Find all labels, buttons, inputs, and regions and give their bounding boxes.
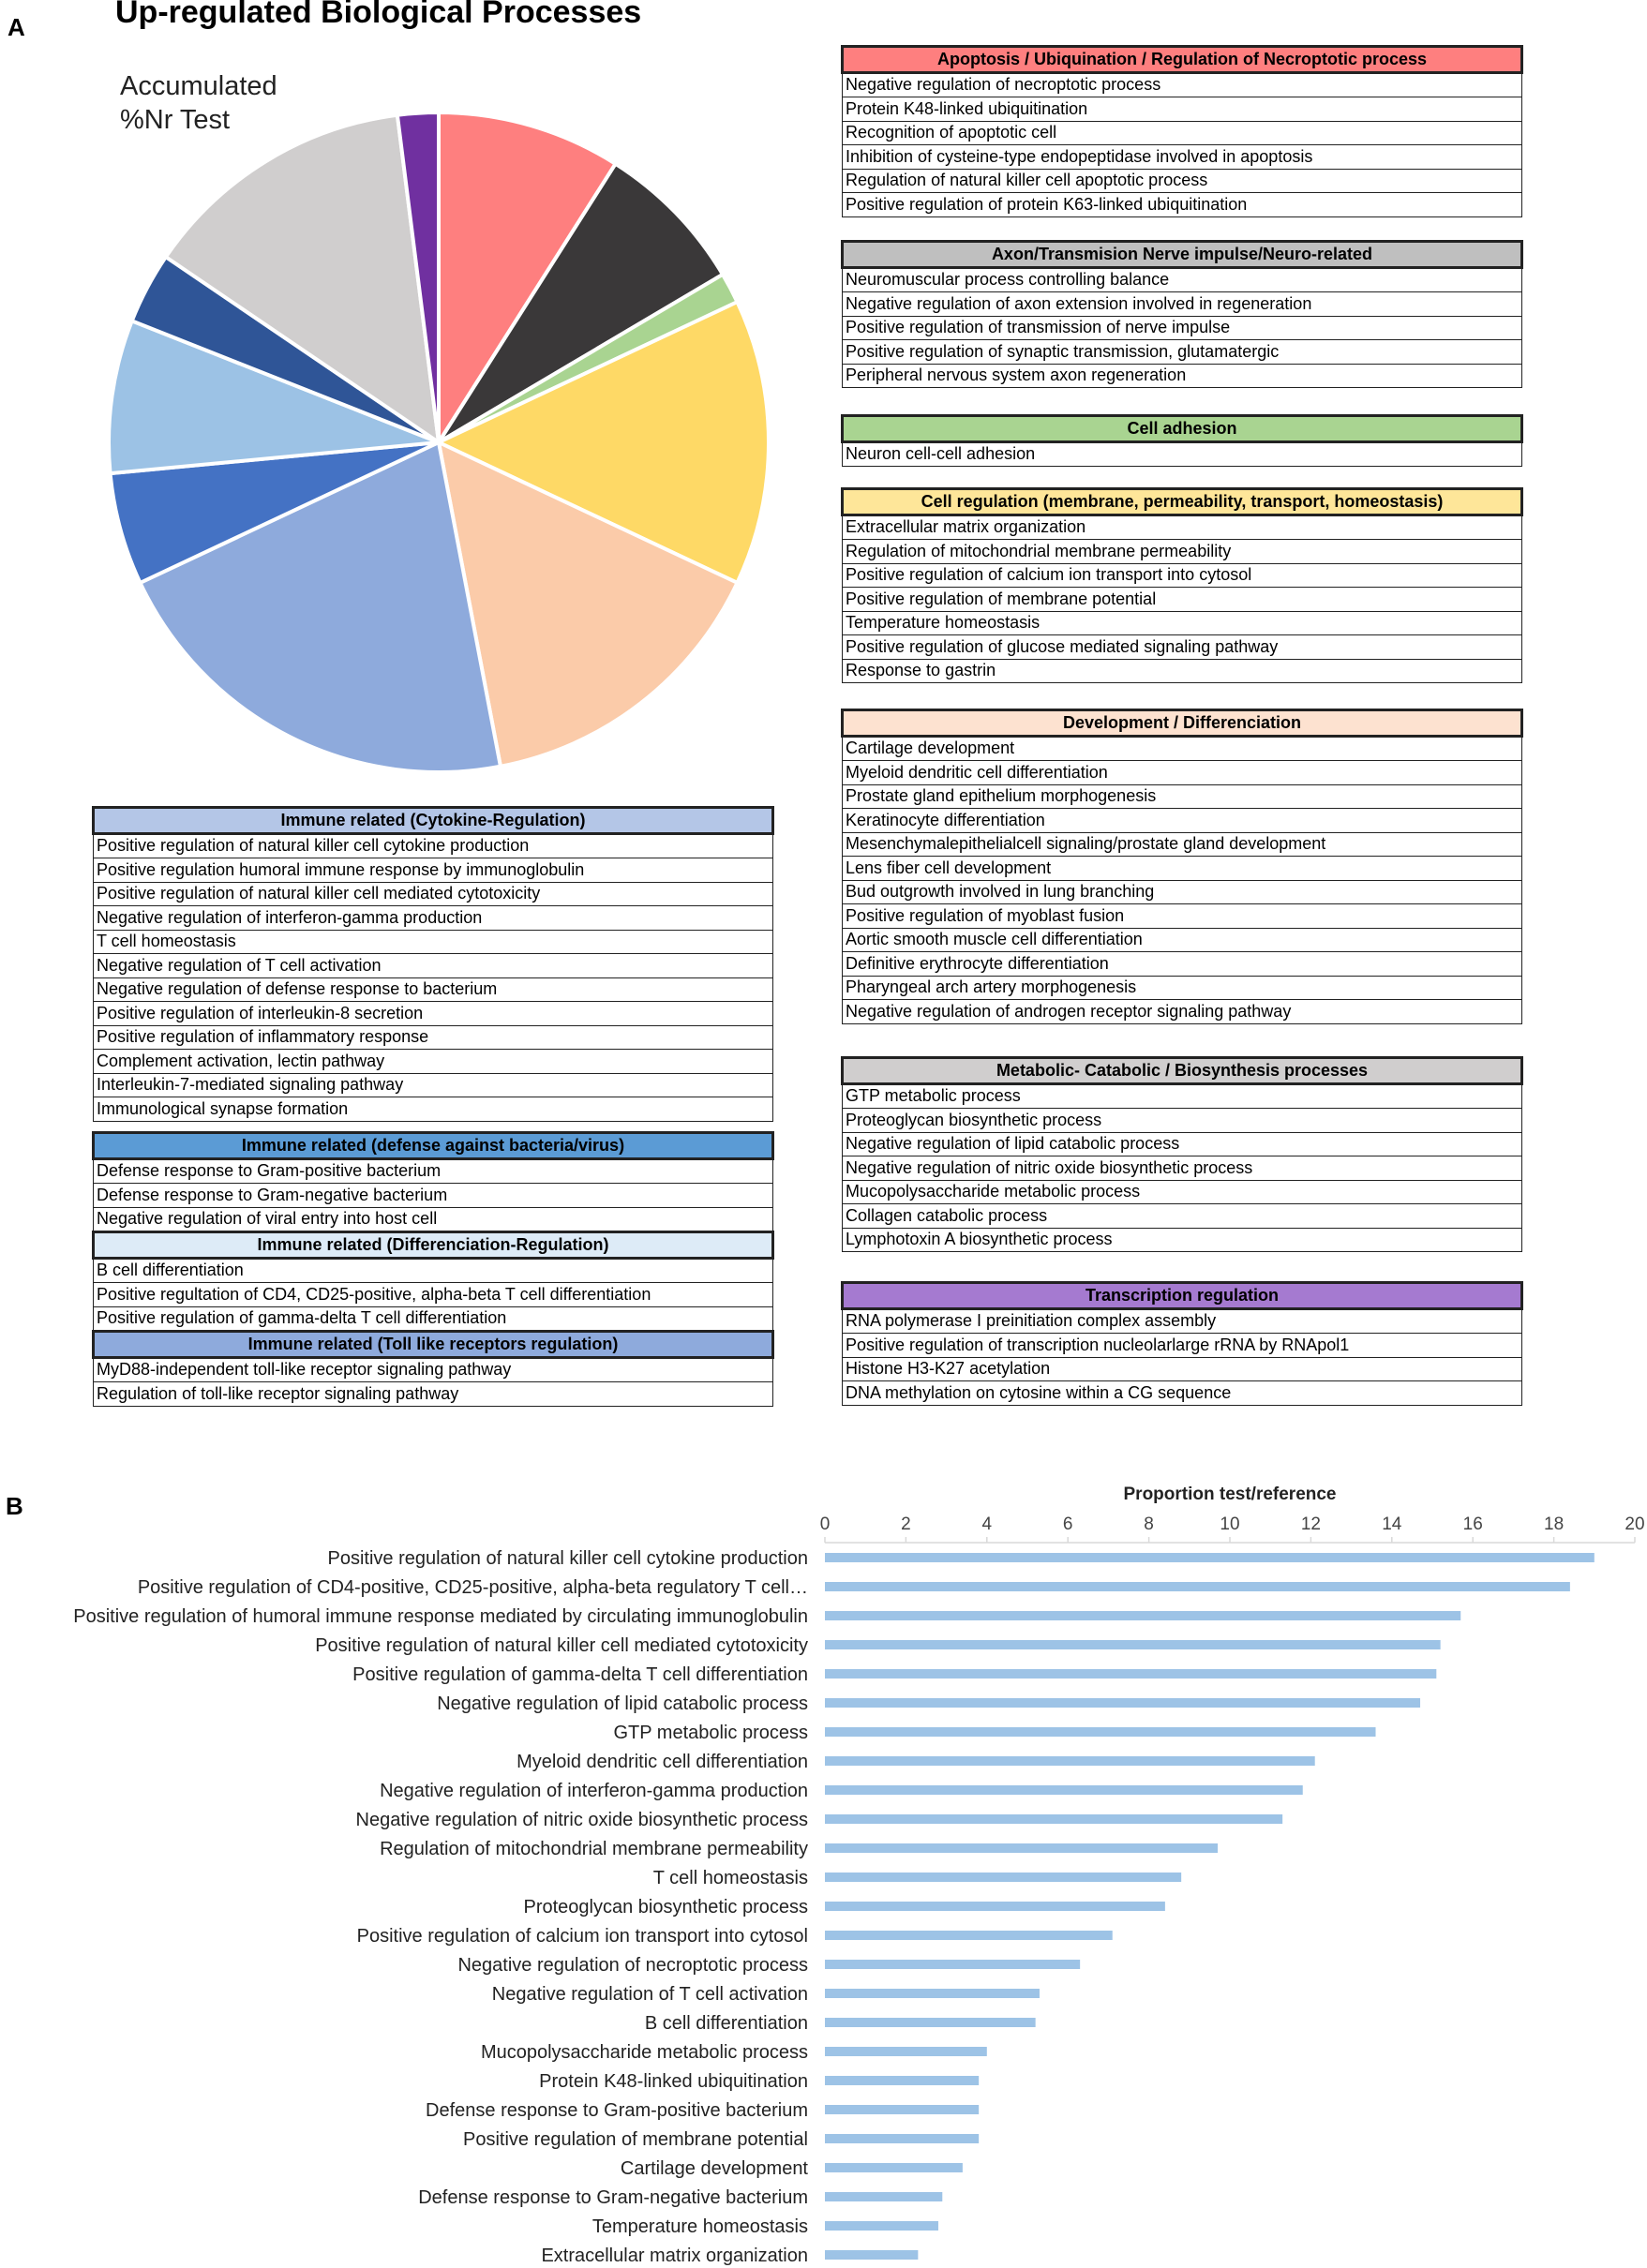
table-row <box>843 1334 1522 1358</box>
table-row <box>843 928 1522 952</box>
table-row <box>843 761 1522 785</box>
table-row <box>843 540 1522 564</box>
table-row <box>94 1050 773 1074</box>
table-row <box>843 880 1522 904</box>
bar-category-label-7: Myeloid dendritic cell differentiation <box>517 1752 808 1772</box>
table-row <box>843 72 1522 97</box>
left-table-2 <box>92 1231 774 1331</box>
table-row <box>94 1258 773 1283</box>
table-row <box>843 97 1522 122</box>
table-row <box>843 169 1522 193</box>
left-table-3 <box>92 1330 774 1407</box>
bar-category-label-10: Regulation of mitochondrial membrane permeability <box>380 1839 808 1859</box>
table-row <box>843 145 1522 170</box>
table-cell: Mesenchymalepithelialcell signaling/prostate gland development <box>843 832 1522 857</box>
bar-category-label-5: Negative regulation of lipid catabolic process <box>437 1694 808 1714</box>
right-table-5 <box>841 1056 1523 1252</box>
pie-label-line1: Accumulated <box>120 71 277 101</box>
table-cell: Positive regulation humoral immune response by immunoglobulin <box>94 858 773 883</box>
bar-tick-label-10: 20 <box>1625 1514 1645 1534</box>
bar-8 <box>825 1785 1303 1795</box>
table-row <box>843 1180 1522 1204</box>
table-row <box>843 563 1522 588</box>
bar-11 <box>825 1873 1181 1882</box>
table-cell: Negative regulation of interferon-gamma production <box>94 906 773 931</box>
right-table-header: Metabolic- Catabolic / Biosynthesis processes <box>843 1058 1522 1084</box>
table-row <box>94 977 773 1002</box>
table-row <box>94 1002 773 1026</box>
bar-category-label-0: Positive regulation of natural killer cell cytokine production <box>327 1548 808 1569</box>
left-table-0 <box>92 806 774 1122</box>
table-row <box>843 635 1522 660</box>
table-cell: Cartilage development <box>843 736 1522 761</box>
table-cell: Keratinocyte differentiation <box>843 809 1522 833</box>
table-cell: DNA methylation on cytosine within a CG sequence <box>843 1381 1522 1406</box>
table-row <box>843 515 1522 540</box>
table-row <box>843 1132 1522 1156</box>
table-row <box>843 340 1522 365</box>
bar-16 <box>825 2018 1036 2027</box>
table-row <box>843 832 1522 857</box>
table-row <box>843 952 1522 977</box>
bar-15 <box>825 1989 1040 1998</box>
table-cell: Prostate gland epithelium morphogenesis <box>843 784 1522 809</box>
bar-category-label-15: Negative regulation of T cell activation <box>491 1984 808 2005</box>
table-cell: Defense response to Gram-negative bacterium <box>94 1184 773 1208</box>
bar-category-label-17: Mucopolysaccharide metabolic process <box>480 2042 808 2063</box>
right-table-header: Axon/Transmision Nerve impulse/Neuro-related <box>843 242 1522 268</box>
table-row <box>843 1381 1522 1406</box>
right-table-1 <box>841 240 1523 388</box>
left-table-header: Immune related (defense against bacteria/virus) <box>94 1133 773 1159</box>
table-row <box>94 1207 773 1231</box>
table-cell: Histone H3-K27 acetylation <box>843 1357 1522 1381</box>
table-cell: Positive regulation of natural killer cell mediated cytotoxicity <box>94 882 773 906</box>
table-cell: Positive regultation of CD4, CD25-positive, alpha-beta T cell differentiation <box>94 1283 773 1307</box>
bar-category-label-23: Temperature homeostasis <box>591 2216 808 2237</box>
bar-chart <box>0 1471 1647 2268</box>
bar-21 <box>825 2163 963 2172</box>
table-cell: Positive regulation of calcium ion transport into cytosol <box>843 563 1522 588</box>
bar-24 <box>825 2250 918 2260</box>
table-cell: Positive regulation of myoblast fusion <box>843 904 1522 929</box>
table-cell: Interleukin-7-mediated signaling pathway <box>94 1073 773 1097</box>
table-cell: T cell homeostasis <box>94 930 773 954</box>
table-cell: Temperature homeostasis <box>843 611 1522 635</box>
bar-18 <box>825 2076 979 2085</box>
bar-tick-label-4: 8 <box>1144 1514 1154 1534</box>
table-cell: GTP metabolic process <box>843 1083 1522 1109</box>
table-row <box>94 833 773 858</box>
bar-tick-label-7: 14 <box>1382 1514 1402 1534</box>
bar-category-label-16: B cell differentiation <box>644 2013 808 2034</box>
right-table-header: Cell adhesion <box>843 416 1522 442</box>
table-cell: Positive regulation of gamma-delta T cell differentiation <box>94 1306 773 1331</box>
table-row <box>94 1025 773 1050</box>
right-table-header: Cell regulation (membrane, permeability, transport, homeostasis) <box>843 489 1522 515</box>
table-cell: Mucopolysaccharide metabolic process <box>843 1180 1522 1204</box>
bar-category-label-3: Positive regulation of natural killer cell mediated cytotoxicity <box>315 1635 808 1656</box>
table-row <box>843 1083 1522 1109</box>
bar-4 <box>825 1669 1436 1679</box>
bar-5 <box>825 1698 1420 1708</box>
table-row <box>94 954 773 978</box>
bar-7 <box>825 1756 1315 1766</box>
table-cell: Aortic smooth muscle cell differentiation <box>843 928 1522 952</box>
bar-category-label-2: Positive regulation of humoral immune response mediated by circulating immunoglobulin <box>73 1606 808 1627</box>
table-cell: Positive regulation of transcription nucleolarlarge rRNA by RNApol1 <box>843 1334 1522 1358</box>
table-row <box>843 809 1522 833</box>
table-row <box>843 1357 1522 1381</box>
bar-17 <box>825 2047 987 2056</box>
right-table-header: Transcription regulation <box>843 1283 1522 1309</box>
table-row <box>843 193 1522 217</box>
table-cell: Inhibition of cysteine-type endopeptidase involved in apoptosis <box>843 145 1522 170</box>
bar-category-label-12: Proteoglycan biosynthetic process <box>523 1897 808 1917</box>
table-row <box>94 1357 773 1382</box>
table-row <box>843 267 1522 292</box>
table-cell: Protein K48-linked ubiquitination <box>843 97 1522 122</box>
table-cell: Regulation of toll-like receptor signaling pathway <box>94 1382 773 1407</box>
table-cell: Positive regulation of synaptic transmission, glutamatergic <box>843 340 1522 365</box>
bar-tick-label-9: 18 <box>1544 1514 1565 1534</box>
bar-20 <box>825 2134 979 2143</box>
bar-tick-label-0: 0 <box>819 1514 831 1534</box>
table-cell: Peripheral nervous system axon regeneration <box>843 364 1522 388</box>
bar-category-label-4: Positive regulation of gamma-delta T cell differentiation <box>352 1664 808 1685</box>
right-table-header: Apoptosis / Ubiquination / Regulation of Necroptotic process <box>843 47 1522 73</box>
right-table-header: Development / Differenciation <box>843 710 1522 737</box>
table-row <box>843 121 1522 145</box>
bar-category-label-24: Extracellular matrix organization <box>541 2246 808 2266</box>
table-cell: Negative regulation of T cell activation <box>94 954 773 978</box>
table-cell: Defense response to Gram-positive bacterium <box>94 1158 773 1184</box>
right-table-2 <box>841 414 1523 467</box>
left-table-header: Immune related (Toll like receptors regulation) <box>94 1332 773 1358</box>
bar-axis-title: Proportion test/reference <box>1123 1485 1337 1504</box>
table-cell: Collagen catabolic process <box>843 1204 1522 1229</box>
bar-tick-label-2: 4 <box>981 1514 993 1534</box>
bar-10 <box>825 1843 1218 1853</box>
table-row <box>94 882 773 906</box>
table-row <box>843 1204 1522 1229</box>
right-table-0 <box>841 45 1523 217</box>
bar-tick-label-1: 2 <box>901 1514 911 1534</box>
table-cell: Positive regulation of protein K63-linked ubiquitination <box>843 193 1522 217</box>
table-row <box>843 1000 1522 1024</box>
table-cell: Definitive erythrocyte differentiation <box>843 952 1522 977</box>
table-cell: Pharyngeal arch artery morphogenesis <box>843 976 1522 1000</box>
table-cell: Negative regulation of axon extension involved in regeneration <box>843 292 1522 317</box>
table-cell: Proteoglycan biosynthetic process <box>843 1109 1522 1133</box>
bar-14 <box>825 1960 1080 1969</box>
table-cell: Myeloid dendritic cell differentiation <box>843 761 1522 785</box>
table-row <box>843 611 1522 635</box>
bar-9 <box>825 1814 1282 1824</box>
bar-tick-label-5: 10 <box>1220 1514 1240 1534</box>
bar-12 <box>825 1902 1165 1911</box>
table-row <box>843 1109 1522 1133</box>
table-row <box>94 1184 773 1208</box>
bar-category-label-18: Protein K48-linked ubiquitination <box>539 2071 808 2092</box>
pie-chart <box>0 0 825 787</box>
table-row <box>843 1308 1522 1334</box>
pie-title: Up-regulated Biological Processes <box>115 0 642 30</box>
bar-0 <box>825 1553 1595 1562</box>
table-row <box>843 441 1522 467</box>
panel-b-letter: B <box>6 1492 23 1520</box>
table-row <box>94 1306 773 1331</box>
table-row <box>843 857 1522 881</box>
table-cell: Negative regulation of lipid catabolic process <box>843 1132 1522 1156</box>
table-row <box>843 659 1522 683</box>
bar-tick-label-8: 16 <box>1462 1514 1483 1534</box>
table-row <box>843 1156 1522 1181</box>
table-row <box>843 784 1522 809</box>
table-cell: Negative regulation of necroptotic process <box>843 72 1522 97</box>
table-row <box>94 858 773 883</box>
table-cell: B cell differentiation <box>94 1258 773 1283</box>
bar-tick-label-3: 6 <box>1062 1514 1073 1534</box>
table-row <box>843 1228 1522 1252</box>
table-row <box>94 1097 773 1122</box>
pie-label-line2: %Nr Test <box>120 105 231 135</box>
table-cell: RNA polymerase I preinitiation complex assembly <box>843 1308 1522 1334</box>
table-row <box>94 906 773 931</box>
bar-category-label-22: Defense response to Gram-negative bacterium <box>418 2187 808 2208</box>
table-row <box>94 930 773 954</box>
table-cell: Recognition of apoptotic cell <box>843 121 1522 145</box>
bar-category-label-21: Cartilage development <box>620 2158 808 2179</box>
table-cell: Negative regulation of androgen receptor signaling pathway <box>843 1000 1522 1024</box>
table-cell: Complement activation, lectin pathway <box>94 1050 773 1074</box>
bar-3 <box>825 1640 1441 1649</box>
table-cell: Bud outgrowth involved in lung branching <box>843 880 1522 904</box>
bar-6 <box>825 1727 1376 1737</box>
table-row <box>843 316 1522 340</box>
right-table-4 <box>841 709 1523 1024</box>
table-cell: Lens fiber cell development <box>843 857 1522 881</box>
table-cell: Immunological synapse formation <box>94 1097 773 1122</box>
table-row <box>843 588 1522 612</box>
table-row <box>94 1158 773 1184</box>
table-cell: Lymphotoxin A biosynthetic process <box>843 1228 1522 1252</box>
left-table-1 <box>92 1131 774 1231</box>
table-cell: Regulation of natural killer cell apoptotic process <box>843 169 1522 193</box>
bar-category-label-13: Positive regulation of calcium ion transport into cytosol <box>356 1926 808 1947</box>
table-row <box>843 292 1522 317</box>
bar-22 <box>825 2192 942 2201</box>
table-cell: Neuromuscular process controlling balance <box>843 267 1522 292</box>
table-row <box>843 976 1522 1000</box>
table-cell: Response to gastrin <box>843 659 1522 683</box>
table-cell: Positive regulation of membrane potential <box>843 588 1522 612</box>
table-cell: MyD88-independent toll-like receptor signaling pathway <box>94 1357 773 1382</box>
right-table-6 <box>841 1281 1523 1406</box>
bar-tick-label-6: 12 <box>1300 1514 1321 1534</box>
right-table-3 <box>841 487 1523 683</box>
table-cell: Extracellular matrix organization <box>843 515 1522 540</box>
table-cell: Positive regulation of transmission of nerve impulse <box>843 316 1522 340</box>
bar-category-label-8: Negative regulation of interferon-gamma production <box>380 1781 808 1801</box>
table-row <box>843 904 1522 929</box>
table-row <box>94 1283 773 1307</box>
bar-1 <box>825 1582 1570 1591</box>
table-row <box>94 1073 773 1097</box>
table-row <box>94 1382 773 1407</box>
bar-category-label-14: Negative regulation of necroptotic process <box>457 1955 808 1976</box>
table-cell: Positive regulation of interleukin-8 secretion <box>94 1002 773 1026</box>
table-cell: Regulation of mitochondrial membrane permeability <box>843 540 1522 564</box>
bar-category-label-1: Positive regulation of CD4-positive, CD25-positive, alpha-beta regulatory T cell… <box>137 1577 808 1598</box>
bar-category-label-9: Negative regulation of nitric oxide biosynthetic process <box>355 1810 808 1830</box>
table-cell: Positive regulation of glucose mediated signaling pathway <box>843 635 1522 660</box>
left-table-header: Immune related (Cytokine-Regulation) <box>94 808 773 834</box>
bar-category-label-11: T cell homeostasis <box>652 1868 808 1888</box>
left-table-header: Immune related (Differenciation-Regulation) <box>94 1232 773 1259</box>
bar-2 <box>825 1611 1460 1620</box>
table-cell: Negative regulation of nitric oxide biosynthetic process <box>843 1156 1522 1181</box>
bar-category-label-19: Defense response to Gram-positive bacterium <box>426 2100 808 2121</box>
bar-category-label-20: Positive regulation of membrane potential <box>463 2129 808 2150</box>
table-cell: Positive regulation of natural killer cell cytokine production <box>94 833 773 858</box>
panel-a-letter: A <box>7 13 25 41</box>
bar-13 <box>825 1931 1113 1940</box>
table-cell: Neuron cell-cell adhesion <box>843 441 1522 467</box>
bar-category-label-6: GTP metabolic process <box>613 1723 808 1743</box>
table-row <box>843 736 1522 761</box>
bar-19 <box>825 2105 979 2114</box>
bar-23 <box>825 2221 938 2231</box>
table-row <box>843 364 1522 388</box>
table-cell: Negative regulation of viral entry into host cell <box>94 1207 773 1231</box>
table-cell: Negative regulation of defense response to bacterium <box>94 977 773 1002</box>
table-cell: Positive regulation of inflammatory response <box>94 1025 773 1050</box>
